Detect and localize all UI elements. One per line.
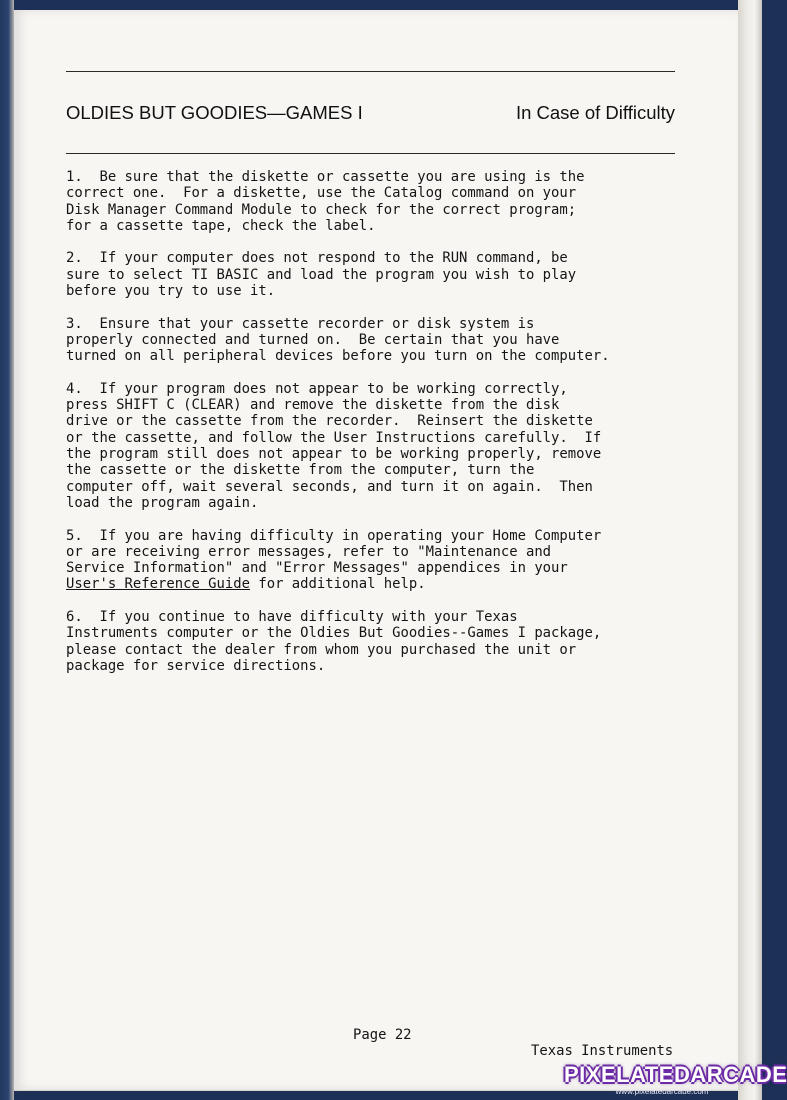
tip-4-line-6: the cassette or the diskette from the computer, turn the (66, 462, 535, 479)
publisher-name: Texas Instruments (531, 1043, 674, 1059)
users-reference-guide-title: User's Reference Guide (66, 576, 250, 593)
tip-5 (66, 528, 706, 593)
tip-3-line-1: 3. Ensure that your cassette recorder or disk system is (66, 315, 535, 332)
tip-1-line-4: for a cassette tape, check the label. (66, 217, 376, 234)
tip-5-line-4: for additional help. (249, 576, 426, 593)
tip-1-line-1: 1. Be sure that the diskette or cassette you are using is the (66, 169, 585, 185)
tip-6-line-1: 6. If you continue to have difficulty with your Texas (66, 609, 518, 626)
tip-1-line-2: correct one. For a diskette, use the Catalog command on your (66, 185, 577, 202)
booklet-spine (0, 0, 14, 1100)
page-number: Page 22 (353, 1027, 412, 1043)
tip-4-line-8: load the program again. (66, 494, 259, 511)
tip-1 (66, 169, 706, 234)
tip-1-line-3: Disk Manager Command Module to check for the correct program; (66, 201, 577, 218)
tip-5-line-2: or are receiving error messages, refer to "Maintenance and (66, 543, 552, 560)
header-rule-top (66, 71, 675, 72)
tip-6-line-3: please contact the dealer from whom you purchased the unit or (66, 641, 577, 658)
tip-3-line-2: properly connected and turned on. Be certain that you have (66, 331, 560, 348)
manual-title: OLDIES BUT GOODIES—GAMES I (66, 102, 363, 123)
tip-2-line-1: 2. If your computer does not respond to the RUN command, be (66, 250, 568, 267)
tip-4-line-2: press SHIFT C (CLEAR) and remove the diskette from the disk (66, 397, 560, 414)
tip-3-line-3: turned on all peripheral devices before you turn on the computer. (66, 348, 610, 365)
tip-2 (66, 250, 706, 299)
header-rule-bottom (66, 153, 675, 154)
tip-4 (66, 381, 706, 511)
tip-5-line-1: 5. If you are having difficulty in operating your Home Computer (66, 527, 602, 544)
tip-6-line-2: Instruments computer or the Oldies But Goodies--Games I package, (66, 625, 602, 642)
tip-2-line-2: sure to select TI BASIC and load the program you wish to play (66, 266, 577, 283)
troubleshooting-list (66, 169, 706, 691)
watermark-url: www.pixelatedarcade.com (615, 1087, 709, 1096)
tip-3 (66, 316, 706, 365)
tip-6-line-4: package for service directions. (66, 657, 326, 674)
watermark-logo-text: PIXELATEDARCADE (564, 1062, 787, 1087)
tip-2-line-3: before you try to use it. (66, 283, 276, 300)
tip-4-line-3: drive or the cassette from the recorder. Reinsert the diskette (66, 413, 593, 430)
site-watermark (564, 1062, 787, 1096)
tip-6 (66, 609, 706, 674)
page-edge-stack (738, 0, 762, 1100)
section-title: In Case of Difficulty (515, 102, 675, 123)
tip-5-line-3: Service Information" and "Error Messages" appendices in your (66, 560, 568, 577)
tip-4-line-7: computer off, wait several seconds, and turn it on again. Then (66, 478, 593, 495)
tip-4-line-4: or the cassette, and follow the User Instructions carefully. If (66, 429, 602, 446)
tip-4-line-1: 4. If your program does not appear to be working correctly, (66, 380, 568, 397)
tip-4-line-5: the program still does not appear to be working properly, remove (66, 446, 602, 463)
